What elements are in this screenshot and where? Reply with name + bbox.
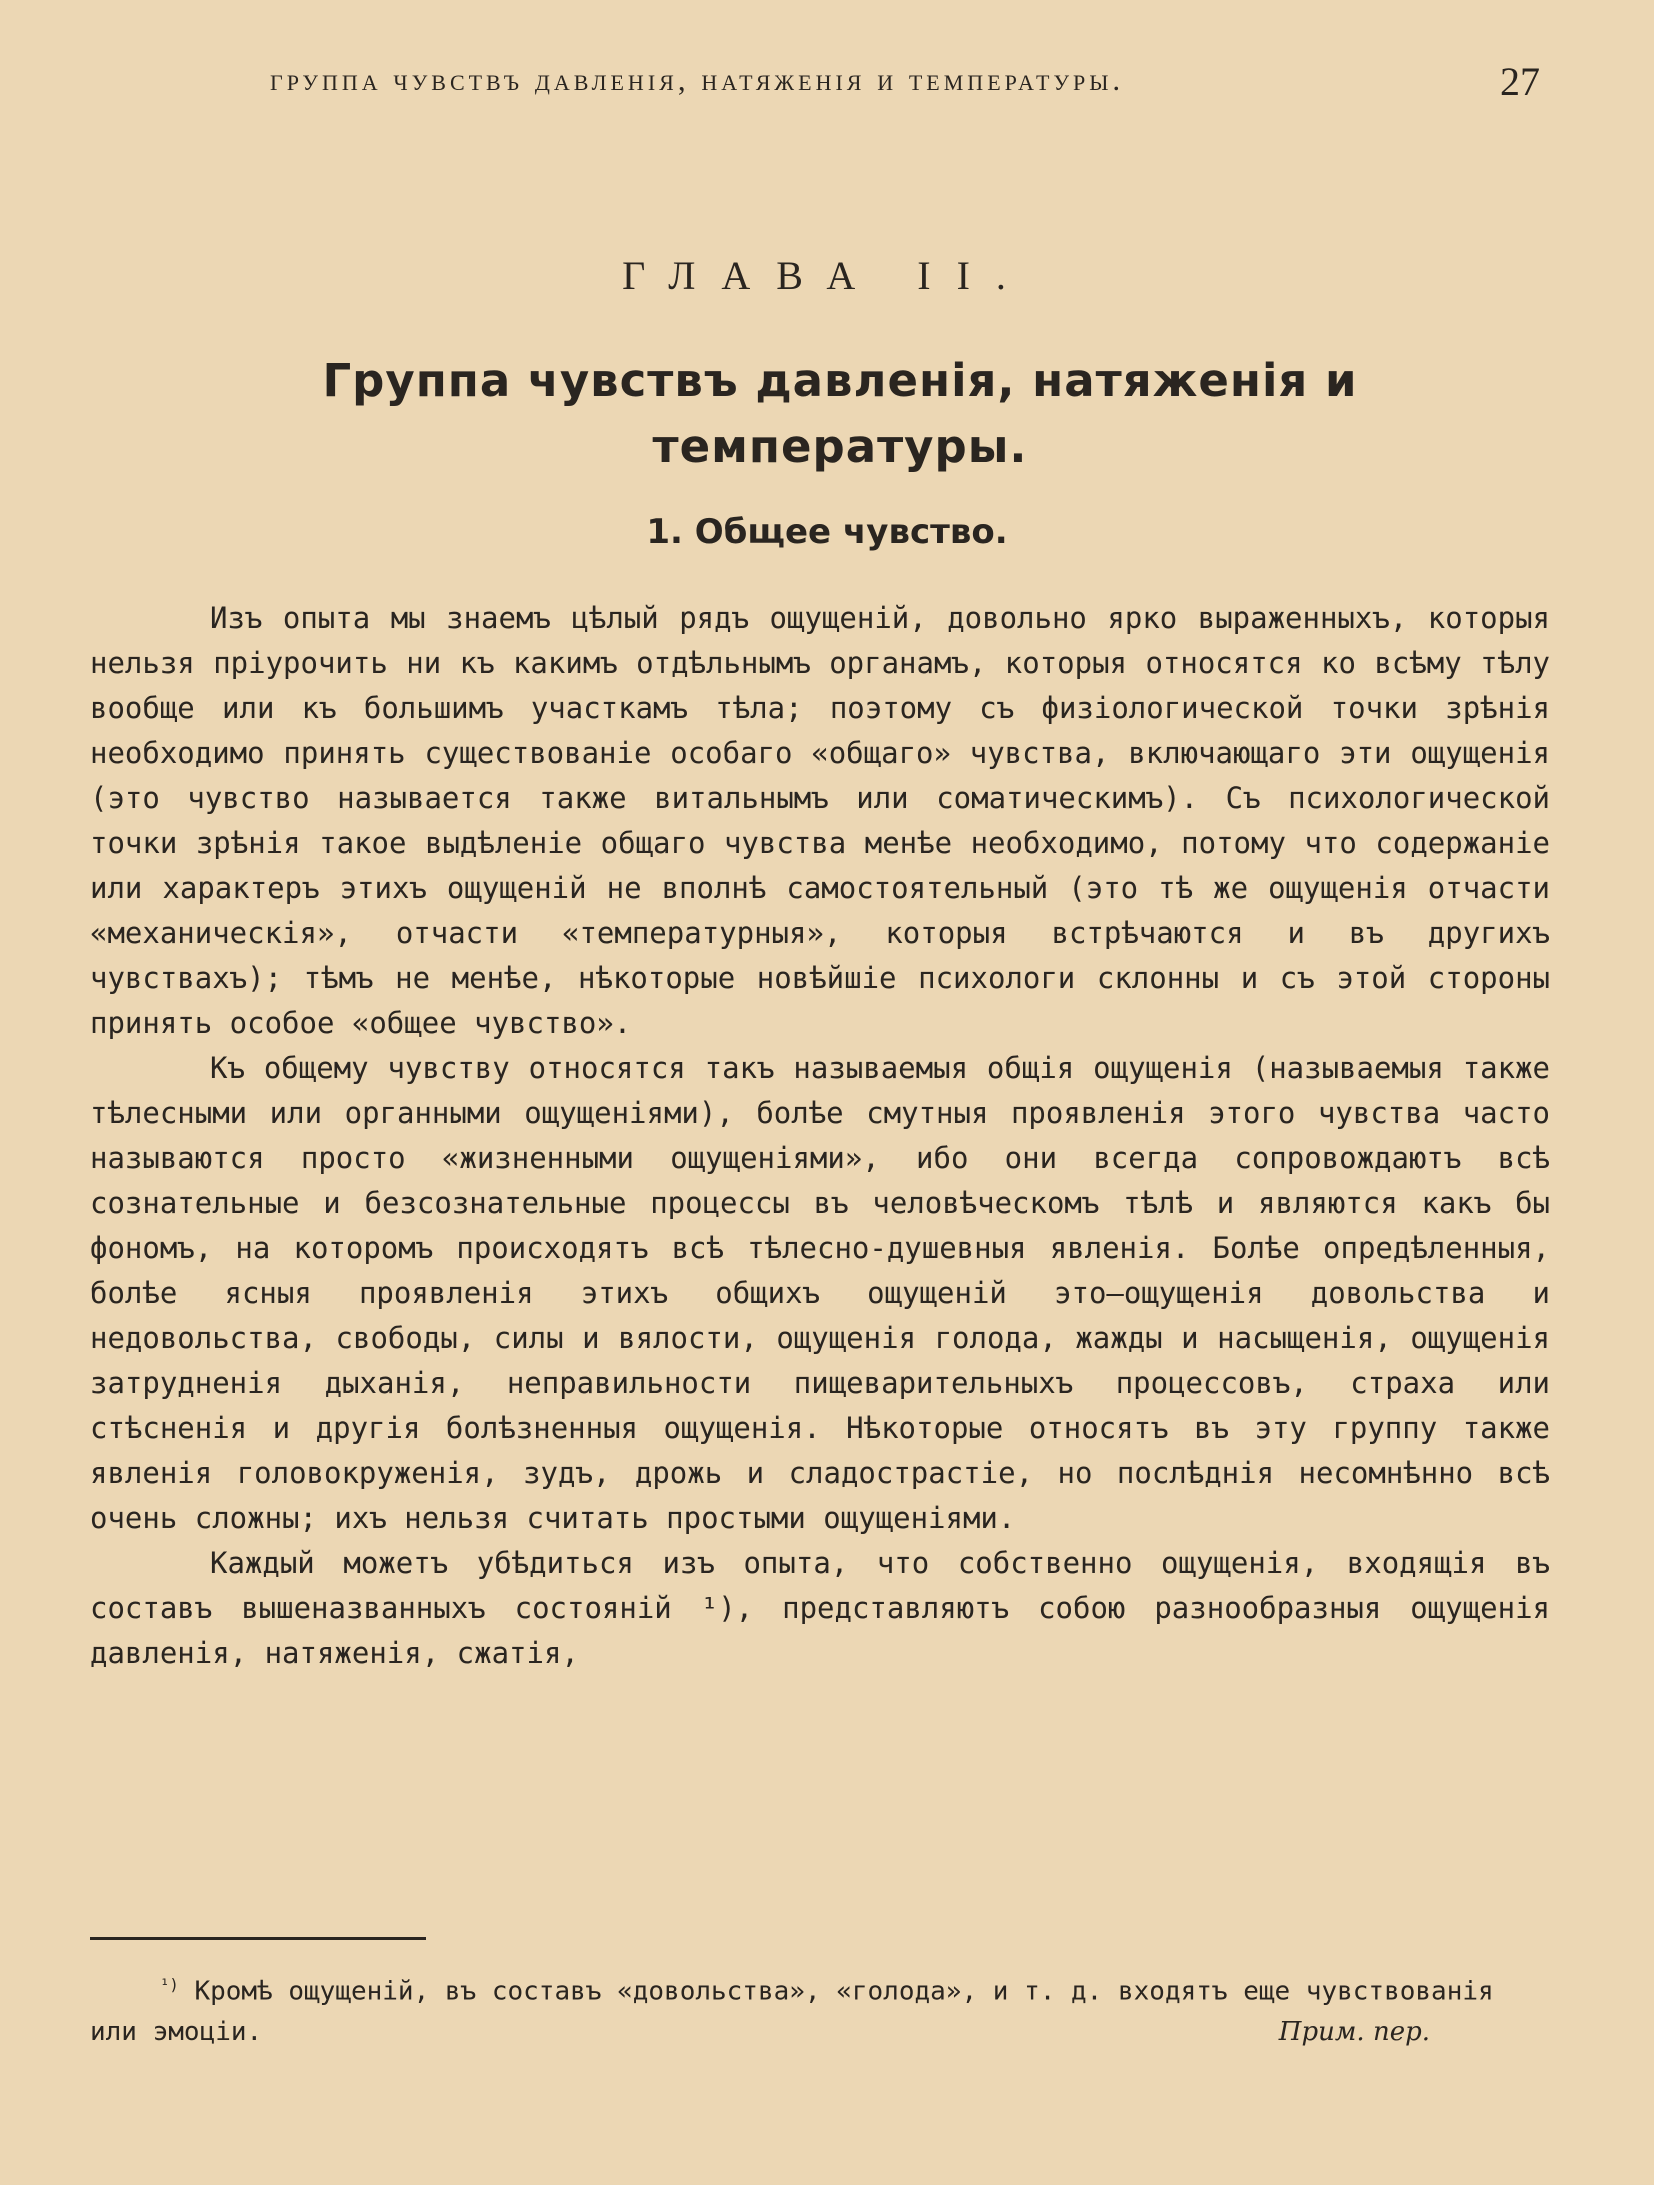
running-header	[0, 59, 1654, 122]
footnote-divider	[90, 1937, 426, 1940]
chapter-label: ГЛАВА II.	[622, 253, 1032, 298]
body-text	[90, 596, 1550, 1676]
footnote	[90, 1965, 1550, 2052]
section-heading: 1. Общее чувство.	[646, 512, 1008, 552]
footnote-text: Кромѣ ощущеній, въ составъ «довольства», «голода», и т. д. входятъ еще чувствованія или эмоціи.	[90, 1976, 1494, 2047]
translator-note: Прим. пер.	[1278, 2016, 1430, 2047]
paragraph: Изъ опыта мы знаемъ цѣлый рядъ ощущеній, довольно ярко выраженныхъ, которыя нельзя пріурочить ни къ какимъ отдѣльнымъ органамъ, которыя относятся ко всѣму тѣлу вообще или къ большимъ участкамъ тѣла; поэтому съ физіологической точки зрѣнія необходимо принять существованіе особаго «общаго» чувства, включающаго эти ощущенія (это чувство называется также витальнымъ или соматическимъ). Съ психологической точки зрѣнія такое выдѣленіе общаго чувства менѣе необходимо, потому что содержаніе или характеръ этихъ ощущеній не вполнѣ самостоятельный (это тѣ же ощущенія отчасти «механическія», отчасти «температурныя», которыя встрѣчаются и въ другихъ чувствахъ); тѣмъ не менѣе, нѣкоторые новѣйшіе психологи склонны и съ этой стороны принять особое «общее чувство».	[90, 601, 1550, 1040]
running-title: группа чувствъ давленія, натяженія и температуры.	[270, 62, 1125, 97]
chapter-title: Группа чувствъ давленія, натяженія и температуры.	[322, 354, 1358, 473]
paragraph: Къ общему чувству относятся такъ называемыя общія ощущенія (называемыя также тѣлесными или органными ощущеніями), болѣе смутныя проявленія этого чувства часто называются просто «жизненными ощущеніями», ибо они всегда сопровождаютъ всѣ сознательные и безсознательные процессы въ человѣческомъ тѣлѣ и являются какъ бы фономъ, на которомъ происходятъ всѣ тѣлесно-душевныя явленія. Болѣе опредѣленныя, болѣе ясныя проявленія этихъ общихъ ощущеній это—ощущенія довольства и недовольства, свободы, силы и вялости, ощущенія голода, жажды и насыщенія, ощущенія затрудненія дыханія, неправильности пищеварительныхъ процессовъ, страха или стѣсненія и другія болѣзненныя ощущенія. Нѣкоторые относятъ въ эту группу также явленія головокруженія, зудъ, дрожь и сладострастіе, но послѣднія несомнѣнно всѣ очень сложны; ихъ нельзя считать простыми ощущеніями.	[90, 1051, 1550, 1535]
paragraph: Каждый можетъ убѣдиться изъ опыта, что собственно ощущенія, входящія въ составъ вышеназванныхъ состояній ¹), представляютъ собою разнообразныя ощущенія давленія, натяженія, сжатія,	[90, 1546, 1550, 1670]
footnote-marker: ¹)	[160, 1976, 179, 1994]
page-number: 27	[1500, 59, 1540, 104]
